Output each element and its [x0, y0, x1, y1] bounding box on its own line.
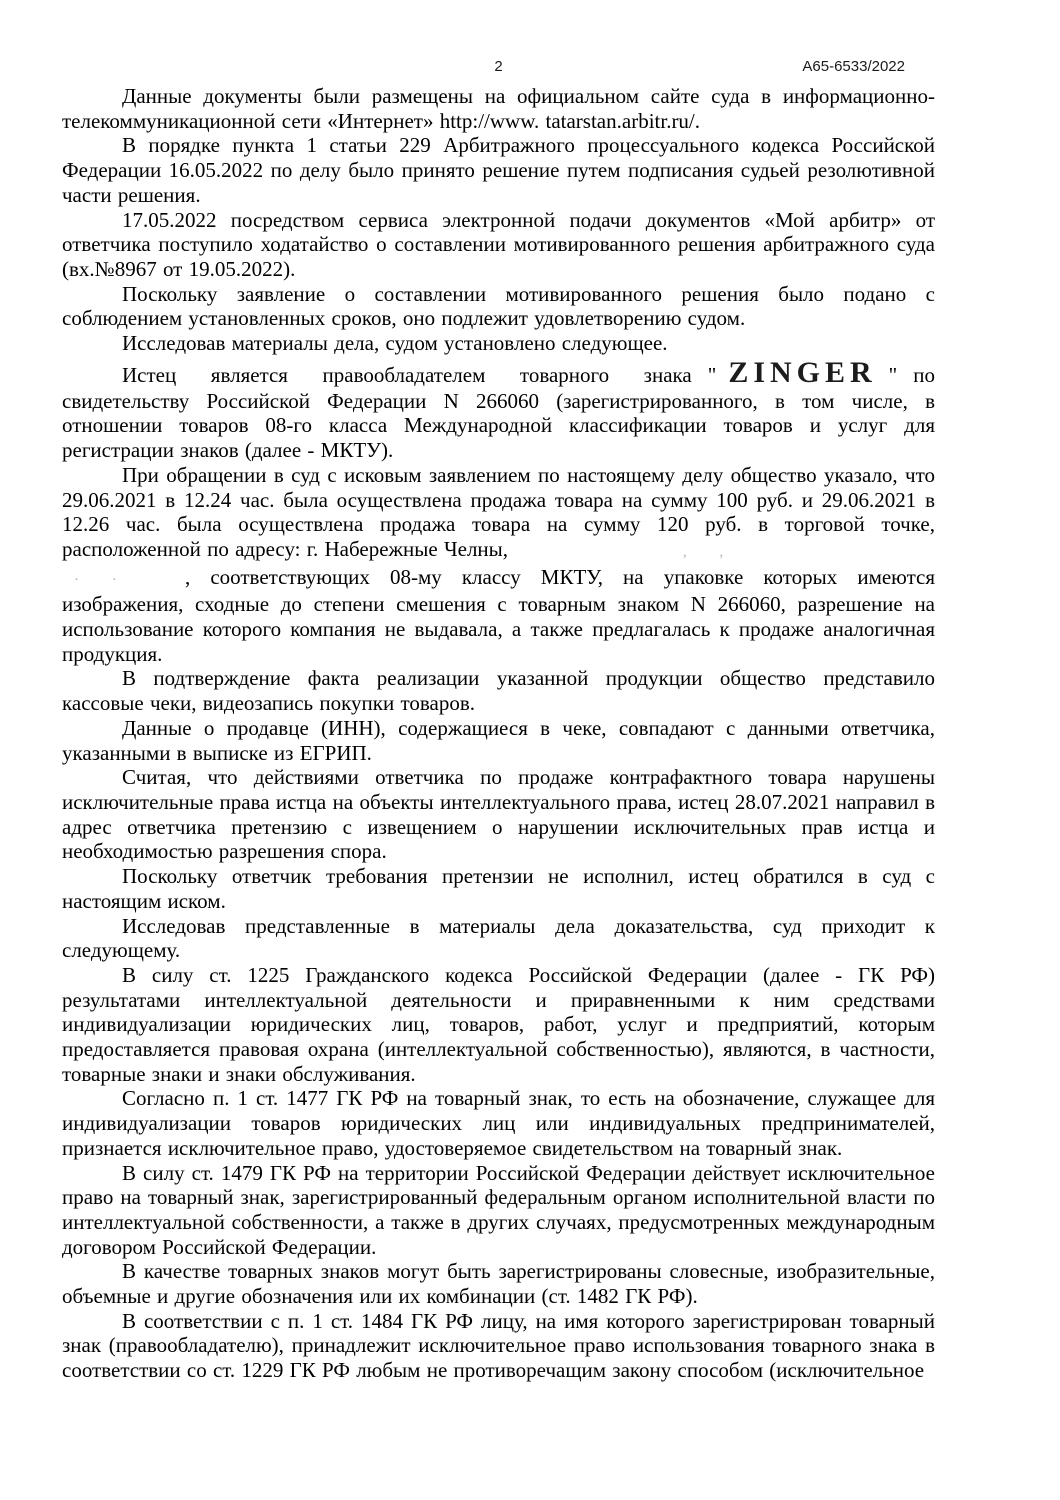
redaction-artifact-marks: , , [683, 543, 738, 560]
para-internet-publication: Данные документы были размещены на официальном сайте суда в информационно-телекоммуникационной сети «Интернет» http://www. tatarstan.arbitr.ru/. [62, 84, 935, 133]
para-gk-rf-1479: В силу ст. 1479 ГК РФ на территории Российской Федерации действует исключительное право на товарный знак, зарегистрированный федеральным органом исполнительной власти по интеллектуальной собственности, а также в других случаях, предусмотренных международным договором Российской Федерации. [62, 1160, 935, 1259]
trademark-text-after: по свидетельству Российской Федерации N 266060 (зарегистрированного, в том числе, в отношении товаров 08-го класса Международной классификации товаров и услуг для регистрации знаков (далее - МКТУ). [62, 362, 935, 463]
trademark-open-quote: " [707, 362, 717, 387]
para-court-established: Исследовав материалы дела, судом установлено следующее. [122, 331, 668, 356]
para-purchase-facts [62, 463, 935, 565]
para-claim-letter-sent: Считая, что действиями ответчика по продаже контрафактного товара нарушены исключительные права истца на объекты интеллектуального права, истец 28.07.2021 направил в адрес ответчика претензию с извещением о нарушении исключительных прав истца и необходимостью разрешения спора. [62, 765, 935, 864]
para-gk-rf-1484: В соответствии с п. 1 ст. 1484 ГК РФ лицу, на имя которого зарегистрирован товарный знак (правообладателю), принадлежит исключительное право использования товарного знака в соответствии со ст. 1229 ГК РФ любым не противоречащим закону способом (исключительное [62, 1308, 935, 1383]
redacted-address-area [508, 537, 838, 565]
para-gk-rf-1482: В качестве товарных знаков могут быть зарегистрированы словесные, изобразительные, объемные и другие обозначения или их комбинации (ст. 1482 ГК РФ). [62, 1259, 935, 1309]
page-header [62, 58, 935, 78]
para-motivated-decision-request: 17.05.2022 посредством сервиса электронной подачи документов «Мой арбитр» от ответчика поступило ходатайство о составлении мотивированного решения арбитражного суда (вх.№8967 от 19.05.2022). [62, 207, 935, 281]
trademark-close-quote: " [888, 362, 898, 387]
page-number: 2 [494, 58, 503, 75]
redaction-artifact-marks: · · [74, 571, 131, 588]
para-purchase-facts-continued [62, 565, 935, 667]
para-trademark-owner [62, 356, 935, 463]
document-body [62, 84, 935, 1383]
trademark-text-before: Истец является правообладателем товарного знака [122, 362, 692, 387]
para-evidence-receipts: В подтверждение факта реализации указанной продукции общество представило кассовые чеки, видеозапись покупки товаров. [62, 666, 935, 716]
para-gk-rf-1225: В силу ст. 1225 Гражданского кодекса Российской Федерации (далее - ГК РФ) результатами интеллектуальной деятельности и приравненными к ним средствами индивидуализации юридических лиц, товаров, работ, услуг и предприятий, которым предоставляется правовая охрана (интеллектуальной собственностью), являются, в частности, товарные знаки и знаки обслуживания. [62, 962, 935, 1086]
zinger-trademark: ZINGER [728, 355, 877, 389]
para-court-conclusion-intro: Исследовав представленные в материалы дела доказательства, суд приходит к следующему. [62, 913, 935, 963]
para-claim-not-fulfilled: Поскольку ответчик требования претензии не исполнил, истец обратился в суд с настоящим иском. [62, 864, 935, 913]
case-number: А65-6533/2022 [802, 58, 905, 75]
para-gk-rf-1477: Согласно п. 1 ст. 1477 ГК РФ на товарный знак, то есть на обозначение, служащее для индивидуализации товаров юридических лиц или индивидуальных предпринимателей, признается исключительное право, удостоверяемое свидетельством на товарный знак. [62, 1086, 935, 1160]
para-inn-match-egrip: Данные о продавце (ИНН), содержащиеся в чеке, совпадают с данными ответчика, указанными в выписке из ЕГРИП. [62, 715, 935, 765]
purchase-facts-continued-text: , соответствующих 08-му классу МКТУ, на упаковке которых имеются изображения, сходные до степени смешения с товарным знаком N 266060, разрешение на использование которого компания не выдавала, а также предлагалась к продаже аналогичная продукция. [62, 564, 935, 666]
para-request-granted: Поскольку заявление о составлении мотивированного решения было подано с соблюдением установленных сроков, оно подлежит удовлетворению судом. [62, 281, 935, 331]
purchase-facts-text: При обращении в суд с исковым заявлением по настоящему делу общество указало, что 29.06.2021 в 12.24 час. была осуществлена продажа товара на сумму 100 руб. и 29.06.2021 в 12.26 час. была осуществлена продажа товара на сумму 120 руб. в торговой точке, расположенной по адресу: г. Набережные Челны, [62, 462, 935, 561]
para-resolution-article-229: В порядке пункта 1 статьи 229 Арбитражного процессуального кодекса Российской Федерации 16.05.2022 по делу было принято решение путем подписания судьей резолютивной части решения. [62, 133, 935, 207]
redacted-goods-area [62, 565, 185, 593]
